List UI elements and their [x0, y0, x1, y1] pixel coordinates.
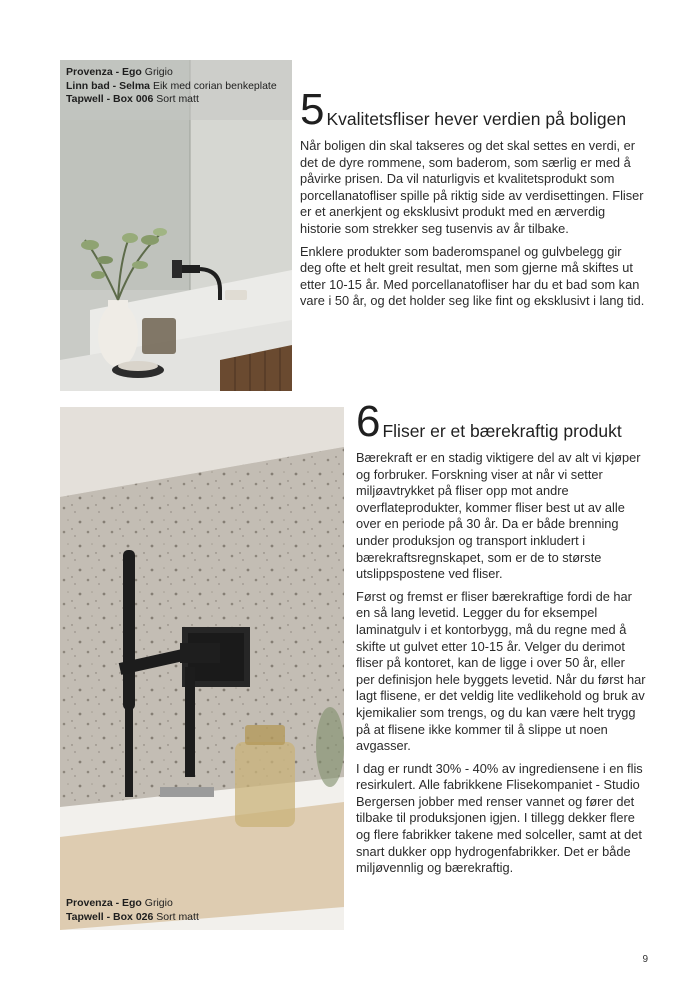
paragraph: Enklere produkter som baderomspanel og gulvbelegg gir deg ofte et helt greit resultat, men som gjerne må skiftes ut etter 10-15 år. Med porcellanatofliser har du et bad som kan vare i 50 år, og det holder seg like fint og eksklusivt i lang tid. — [300, 243, 645, 309]
caption-line: Tapwell - Box 026 Sort matt — [66, 910, 199, 923]
photo-bathroom-vanity — [60, 60, 292, 391]
page-number: 9 — [642, 954, 648, 965]
caption-line: Tapwell - Box 006 Sort matt — [66, 93, 199, 105]
paragraph: I dag er rundt 30% - 40% av ingrediensene i en flis resirkulert. Alle fabrikkene Flisekompaniet - Studio Bergersen jobber med renser vannet og fører det tilbake til produksjonen igjen. I tillegg dekker flere og flere fabrikker takene med solceller, samt at det snart dukker opp hydrogenfabrikker. Det er både miljøvennlig og bærekraftig. — [356, 760, 643, 876]
caption-line: Linn bad - Selma Eik med corian benkeplate — [66, 79, 277, 92]
section-5 — [300, 85, 645, 316]
section-title: Fliser er et bærekraftig produkt — [382, 421, 622, 441]
section-number: 6 — [356, 397, 380, 446]
vanity-illustration — [60, 60, 292, 391]
section-number: 5 — [300, 85, 324, 134]
shower-illustration — [60, 407, 344, 930]
photo-bottom-caption — [66, 897, 199, 924]
paragraph: Bærekraft er en stadig viktigere del av alt vi kjøper og forbruker. Forskning viser at når vi setter miljøavtrykket på fliser opp mot andre overflateprodukter, kommer fliser best ut av alle over en periode på 30 år. Da er både brenning under produksjon og transport inkludert i bærekraftsregnskapet, som er de to største utslippspostene ved fliser. — [356, 450, 641, 582]
caption-line: Provenza - Ego Grigio — [66, 897, 173, 909]
paragraph: Først og fremst er fliser bærekraftige fordi de har en så lang levetid. Legger du for eksempel laminatgulv i et kontorbygg, må du regne med å skifte ut gulvet etter 10-15 år. Velger du derimot fliser på kontoret, kan de ligge i over 50 år, eller per definisjon hele byggets levetid. Når du først har lagt flisene, er det veldig lite vedlikehold og bruk av kjemikalier som trengs, og du kan være helt trygg på at flisene ikke kommer til å slippe ut noen avgasser. — [356, 588, 646, 754]
section-title: Kvalitetsfliser hever verdien på boligen — [326, 109, 627, 129]
paragraph: Når boligen din skal takseres og det skal settes en verdi, er det de dyre rommene, som baderom, som særlig er med å påvirke prisen. Da vil naturligvis et kvalitetsprodukt som porcellanatofliser spille på riktig side av verdisettingen. Fliser er et anerkjent og eksklusivt produkt med en ærverdig historie som strekker seg tusenvis av år tilbake. — [300, 138, 644, 236]
section-5-heading — [300, 85, 645, 134]
section-6-heading — [356, 397, 646, 446]
section-6 — [356, 397, 646, 883]
photo-shower-mixer — [60, 407, 344, 930]
caption-line: Provenza - Ego Grigio — [66, 66, 173, 78]
photo-top-caption — [66, 66, 277, 107]
